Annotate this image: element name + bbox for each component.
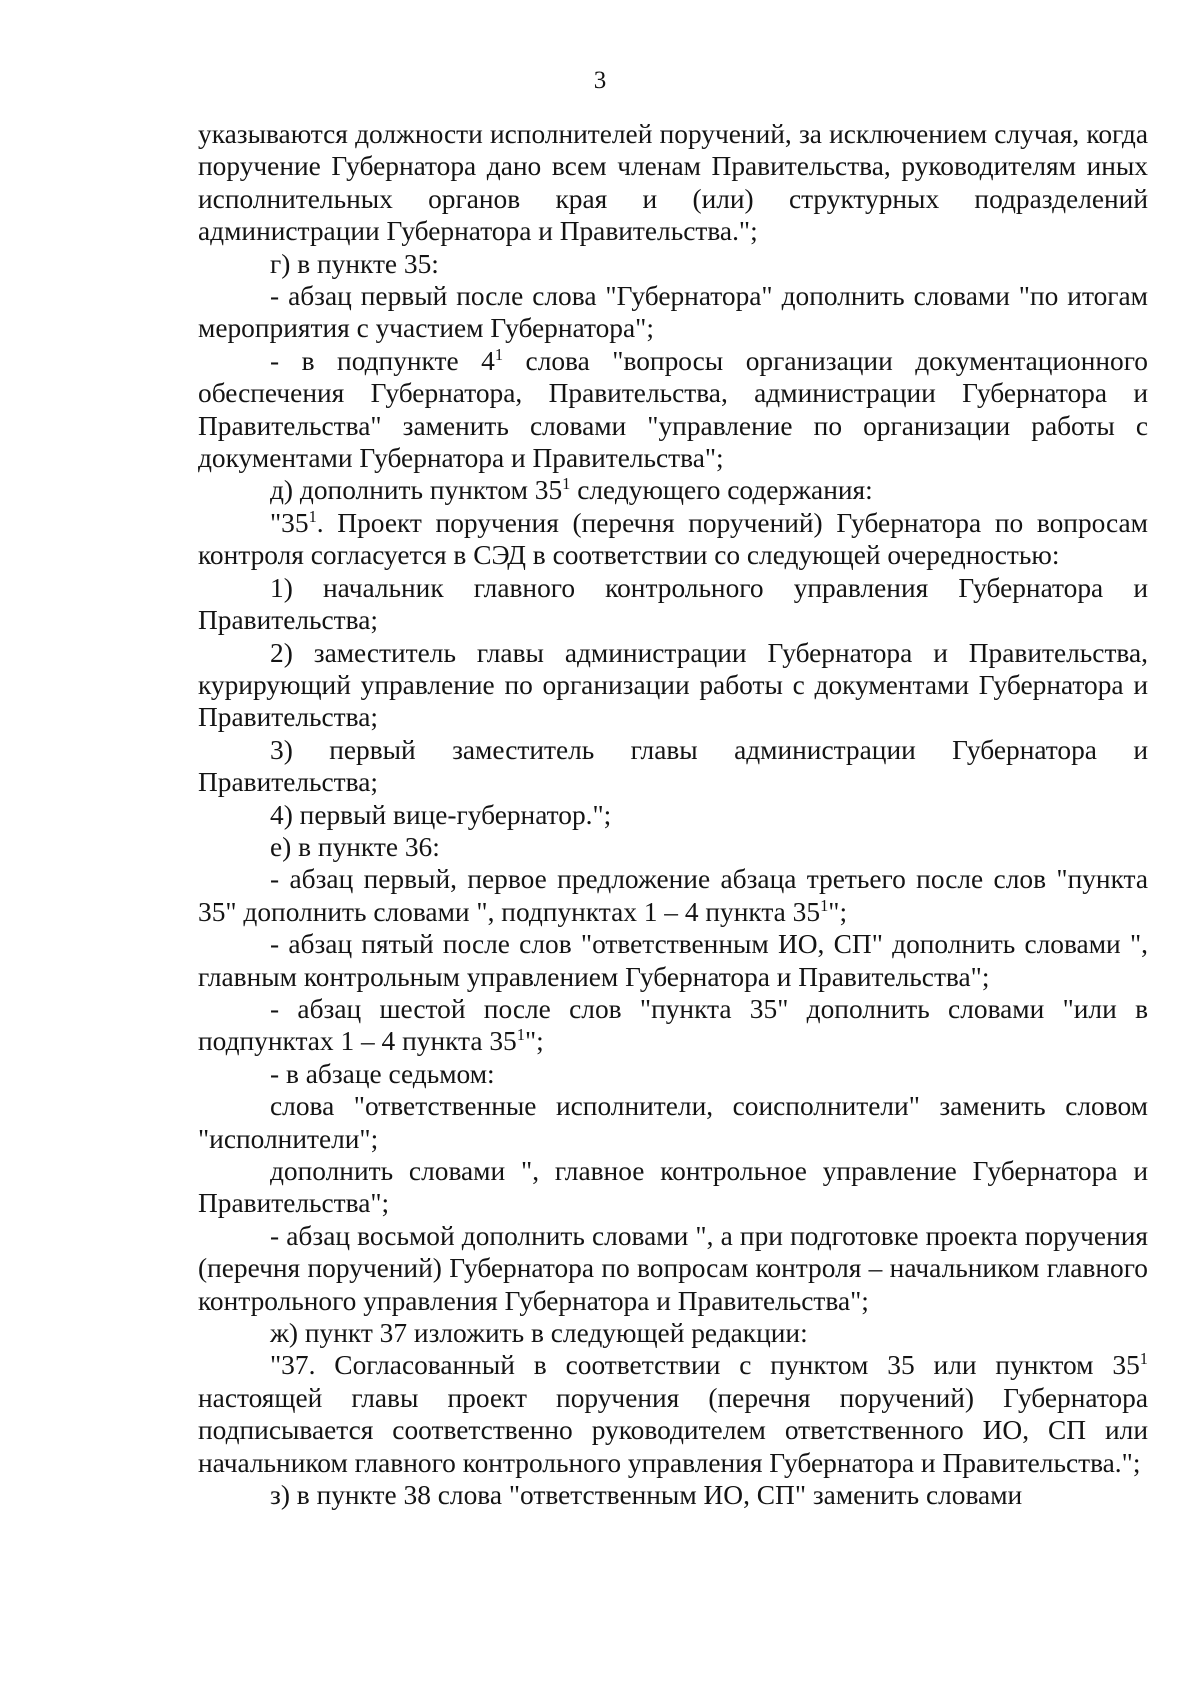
superscript-index: 1 [820,895,829,915]
paragraph-text: "37. Согласованный в соответствии с пунктом 35 или пунктом 35 [270,1350,1140,1381]
paragraph-text: е) в пункте 36: [270,831,440,862]
paragraph-text: - абзац первый, первое предложение абзаца третьего после слов "пункта 35" дополнить словами ", подпунктах 1 – 4 пункта 35 [198,864,1148,927]
list-item [198,799,1148,831]
paragraph-text: "; [524,1026,544,1057]
paragraph-text: - абзац первый после слова "Губернатора" дополнить словами "по итогам мероприятия с участием Губернатора"; [198,281,1148,344]
amendment-paragraph [198,993,1148,1058]
superscript-index: 1 [516,1025,525,1045]
paragraph-text: - в абзаце седьмом: [270,1058,495,1089]
paragraph-text: слова "вопросы организации документационного обеспечения Губернатора, Правительства, администрации Губернатора и Правительства" заменить словами "управление по организации работы с документами Губернатора и Правительства"; [198,345,1148,474]
amendment-paragraph [198,1220,1148,1317]
document-body [198,118,1148,1511]
list-item [198,572,1148,637]
new-clause-37 [198,1349,1148,1479]
subpoint-z [198,1479,1148,1511]
paragraph-text: з) в пункте 38 слова "ответственным ИО, СП" заменить словами [270,1480,1023,1511]
amendment-paragraph [198,1090,1148,1155]
superscript-index: 1 [1139,1349,1148,1369]
list-item [198,637,1148,734]
amendment-paragraph [198,280,1148,345]
paragraph-text: "35 [270,507,309,538]
paragraph-text: указываются должности исполнителей поручений, за исключением случая, когда поручение Губернатора дано всем членам Правительства, руководителям иных исполнительных органов края и (или) структурных подразделений администрации Губернатора и Правительства."; [198,119,1148,247]
page-number: 3 [593,67,607,94]
paragraph-text: - в подпункте 4 [270,345,495,376]
paragraph-text: ж) пункт 37 изложить в следующей редакции: [270,1318,808,1349]
amendment-paragraph [198,345,1148,475]
paragraph-continuation [198,118,1148,248]
subpoint-g [198,248,1148,280]
paragraph-text: - абзац восьмой дополнить словами ", а при подготовке проекта поручения (перечня поручений) Губернатора по вопросам контроля – начальником главного контрольного управления Губернатора и Правительства"; [198,1220,1148,1316]
paragraph-text: д) дополнить пунктом 35 [270,475,563,506]
paragraph-text: - абзац пятый после слов "ответственным ИО, СП" дополнить словами ", главным контрольным управлением Губернатора и Правительства"; [198,929,1148,992]
superscript-index: 1 [562,474,571,494]
amendment-paragraph [198,1058,1148,1090]
list-item [198,734,1148,799]
paragraph-text: 3) первый заместитель главы администрации Губернатора и Правительства; [198,734,1148,798]
superscript-index: 1 [308,507,317,527]
paragraph-text: - абзац шестой после слов "пункта 35" дополнить словами "или в подпунктах 1 – 4 пункта 35 [198,993,1148,1057]
paragraph-text: "; [828,896,848,927]
paragraph-text: следующего содержания: [570,475,873,506]
subpoint-zh [198,1317,1148,1349]
paragraph-text: дополнить словами ", главное контрольное управление Губернатора и Правительства"; [198,1156,1148,1219]
superscript-index: 1 [494,344,504,364]
paragraph-text: 1) начальник главного контрольного управления Губернатора и Правительства; [198,572,1148,636]
paragraph-text: слова "ответственные исполнители, соисполнители" заменить словом "исполнители"; [198,1091,1148,1154]
paragraph-text: 4) первый вице-губернатор."; [270,799,612,830]
amendment-paragraph [198,1155,1148,1220]
amendment-paragraph [198,928,1148,993]
paragraph-text: настоящей главы проект поручения (перечня поручений) Губернатора подписывается соответственно руководителем ответственного ИО, СП или начальником главного контрольного управления Губернатора и Правительства."; [198,1382,1148,1478]
paragraph-text: 2) заместитель главы администрации Губернатора и Правительства, курирующий управление по организации работы с документами Губернатора и Правительства; [198,637,1148,733]
paragraph-text: г) в пункте 35: [270,248,439,279]
subpoint-d [198,474,1148,506]
subpoint-e [198,831,1148,863]
paragraph-text: . Проект поручения (перечня поручений) Губернатора по вопросам контроля согласуется в СЭД в соответствии со следующей очередностью: [198,507,1148,571]
amendment-paragraph [198,863,1148,928]
new-clause-35-1 [198,507,1148,572]
